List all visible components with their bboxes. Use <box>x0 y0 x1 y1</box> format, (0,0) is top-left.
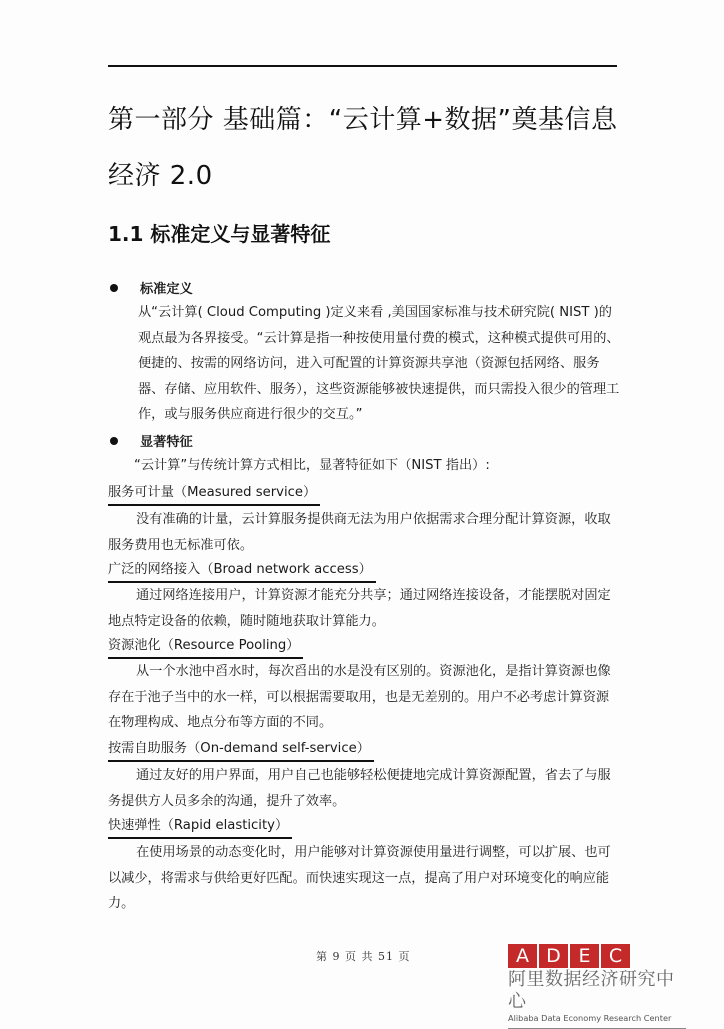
logo-letter-c: C <box>601 944 630 968</box>
feature-text-measured-service: 没有准确的计量，云计算服务提供商无法为用户依据需求合理分配计算资源，收取服务费用也无标准可依。 <box>108 512 611 553</box>
bullet-icon <box>110 437 118 445</box>
bullet-icon <box>110 284 118 292</box>
definition-paragraph: 从“云计算( Cloud Computing )定义来看 ,美国国家标准与技术研究院( NIST )的观点最为各界接受。“云计算是指一种按使用量付费的模式，这种模式提供可用的、便捷的、按需的网络访问，进入可配置的计算资源共享池（资源包括网络、服务器、存储、应用软件、服务），这些资源能够被快速提供，而只需投入很少的管理工作，或与服务供应商进行很少的交互。” <box>138 305 620 423</box>
feature-heading-measured-service: 服务可计量（Measured service） <box>108 483 320 506</box>
part-title: 第一部分 基础篇：“云计算+数据”奠基信息经济 2.0 <box>108 105 618 191</box>
section-title: 1.1 标准定义与显著特征 <box>108 222 331 246</box>
bullet-key-features <box>110 431 193 450</box>
header-rule <box>108 65 617 67</box>
logo-letter-a: A <box>508 944 537 968</box>
features-intro: “云计算”与传统计算方式相比，显著特征如下（NIST 指出）: <box>134 458 490 473</box>
bullet-standard-definition <box>110 278 193 297</box>
logo-name-cn: 阿里数据经济研究中心 <box>508 969 675 1012</box>
feature-text-on-demand-self-service: 通过友好的用户界面，用户自己也能够轻松便捷地完成计算资源配置，省去了与服务提供方人员多余的沟通，提升了效率。 <box>108 768 611 809</box>
feature-text-rapid-elasticity: 在使用场景的动态变化时，用户能够对计算资源使用量进行调整，可以扩展、也可以减少，将需求与供给更好匹配。而快速实现这一点，提高了用户对环境变化的响应能力。 <box>108 845 611 912</box>
feature-heading-resource-pooling: 资源池化（Resource Pooling） <box>108 636 303 659</box>
feature-text-resource-pooling: 从一个水池中舀水时，每次舀出的水是没有区别的。资源池化，是指计算资源也像存在于池子当中的水一样，可以根据需要取用，也是无差别的。用户不必考虑计算资源在物理构成、地点分布等方面的不同。 <box>108 664 611 731</box>
logo-letter-d: D <box>539 944 568 968</box>
logo-letter-boxes <box>508 944 688 968</box>
adec-logo <box>508 944 688 1029</box>
feature-heading-broad-network-access: 广泛的网络接入（Broad network access） <box>108 560 376 583</box>
feature-heading-rapid-elasticity: 快速弹性（Rapid elasticity） <box>108 816 292 839</box>
feature-text-broad-network-access: 通过网络连接用户，计算资源才能充分共享；通过网络连接设备，才能摆脱对固定地点特定设备的依赖，随时随地获取计算能力。 <box>108 588 611 629</box>
logo-letter-e: E <box>570 944 599 968</box>
bullet-label: 显著特征 <box>140 435 193 450</box>
bullet-label: 标准定义 <box>140 282 193 297</box>
logo-name-en: Alibaba Data Economy Research Center <box>508 1013 672 1023</box>
feature-heading-on-demand-self-service: 按需自助服务（On-demand self-service） <box>108 739 374 762</box>
page-indicator: 第 9 页 共 51 页 <box>316 950 411 963</box>
